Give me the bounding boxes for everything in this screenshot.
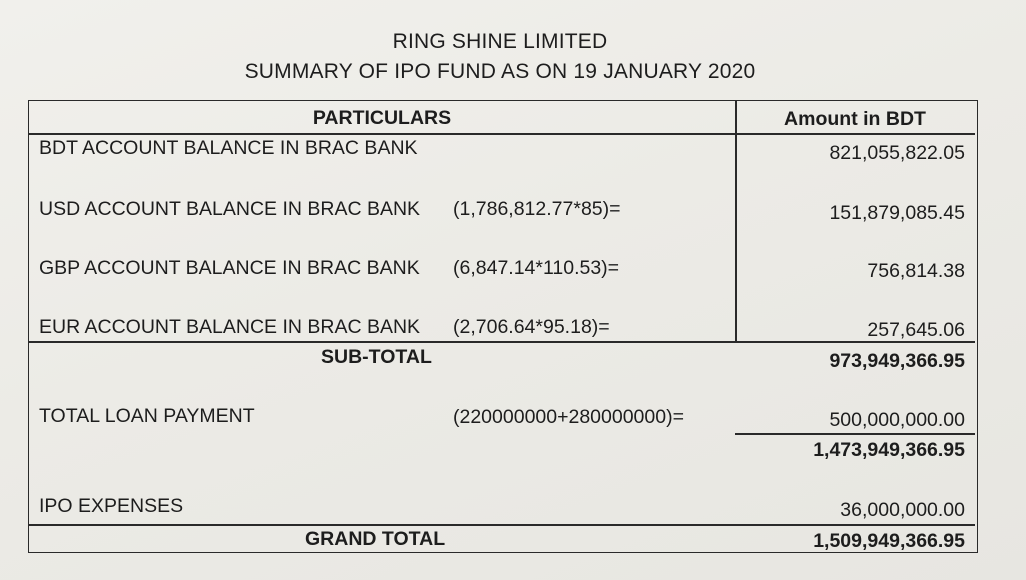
row-gbp-label: GBP ACCOUNT BALANCE IN BRAC BANK — [39, 257, 420, 279]
grand-total-amount: 1,509,949,366.95 — [813, 530, 965, 552]
loan-label: TOTAL LOAN PAYMENT — [39, 405, 255, 427]
row-gbp-formula: (6,847.14*110.53)= — [453, 257, 620, 279]
row-eur-label: EUR ACCOUNT BALANCE IN BRAC BANK — [39, 316, 421, 338]
loan-formula: (220000000+280000000)= — [453, 406, 684, 428]
row-usd-label: USD ACCOUNT BALANCE IN BRAC BANK — [39, 198, 421, 220]
document-title: SUMMARY OF IPO FUND AS ON 19 JANUARY 2020 — [244, 60, 756, 83]
row-gbp-amount: 756,814.38 — [867, 260, 965, 282]
ipo-expenses-label: IPO EXPENSES — [39, 495, 184, 517]
ipo-expenses-amount: 36,000,000.00 — [840, 499, 965, 521]
ipo-fund-summary-table — [28, 100, 978, 553]
row-eur-amount: 257,645.06 — [867, 319, 965, 341]
grand-total-label: GRAND TOTAL — [305, 528, 446, 550]
row-usd-formula: (1,786,812.77*85)= — [453, 198, 621, 220]
row-usd-amount: 151,879,085.45 — [829, 202, 965, 224]
row-bdt-label: BDT ACCOUNT BALANCE IN BRAC BANK — [39, 137, 418, 159]
row-bdt-amount: 821,055,822.05 — [829, 142, 965, 164]
header-amount: Amount in BDT — [784, 108, 926, 130]
subtotal-label: SUB-TOTAL — [321, 346, 432, 368]
row-eur-formula: (2,706.64*95.18)= — [453, 316, 610, 338]
loan-amount: 500,000,000.00 — [829, 409, 965, 431]
running-total-divider — [735, 433, 975, 435]
header-divider — [29, 133, 975, 135]
subtotal-amount: 973,949,366.95 — [829, 350, 965, 372]
running-total-amount: 1,473,949,366.95 — [813, 439, 965, 461]
grand-total-divider-top — [29, 524, 975, 526]
company-name: RING SHINE LIMITED — [392, 30, 608, 53]
header-particulars: PARTICULARS — [312, 107, 452, 129]
